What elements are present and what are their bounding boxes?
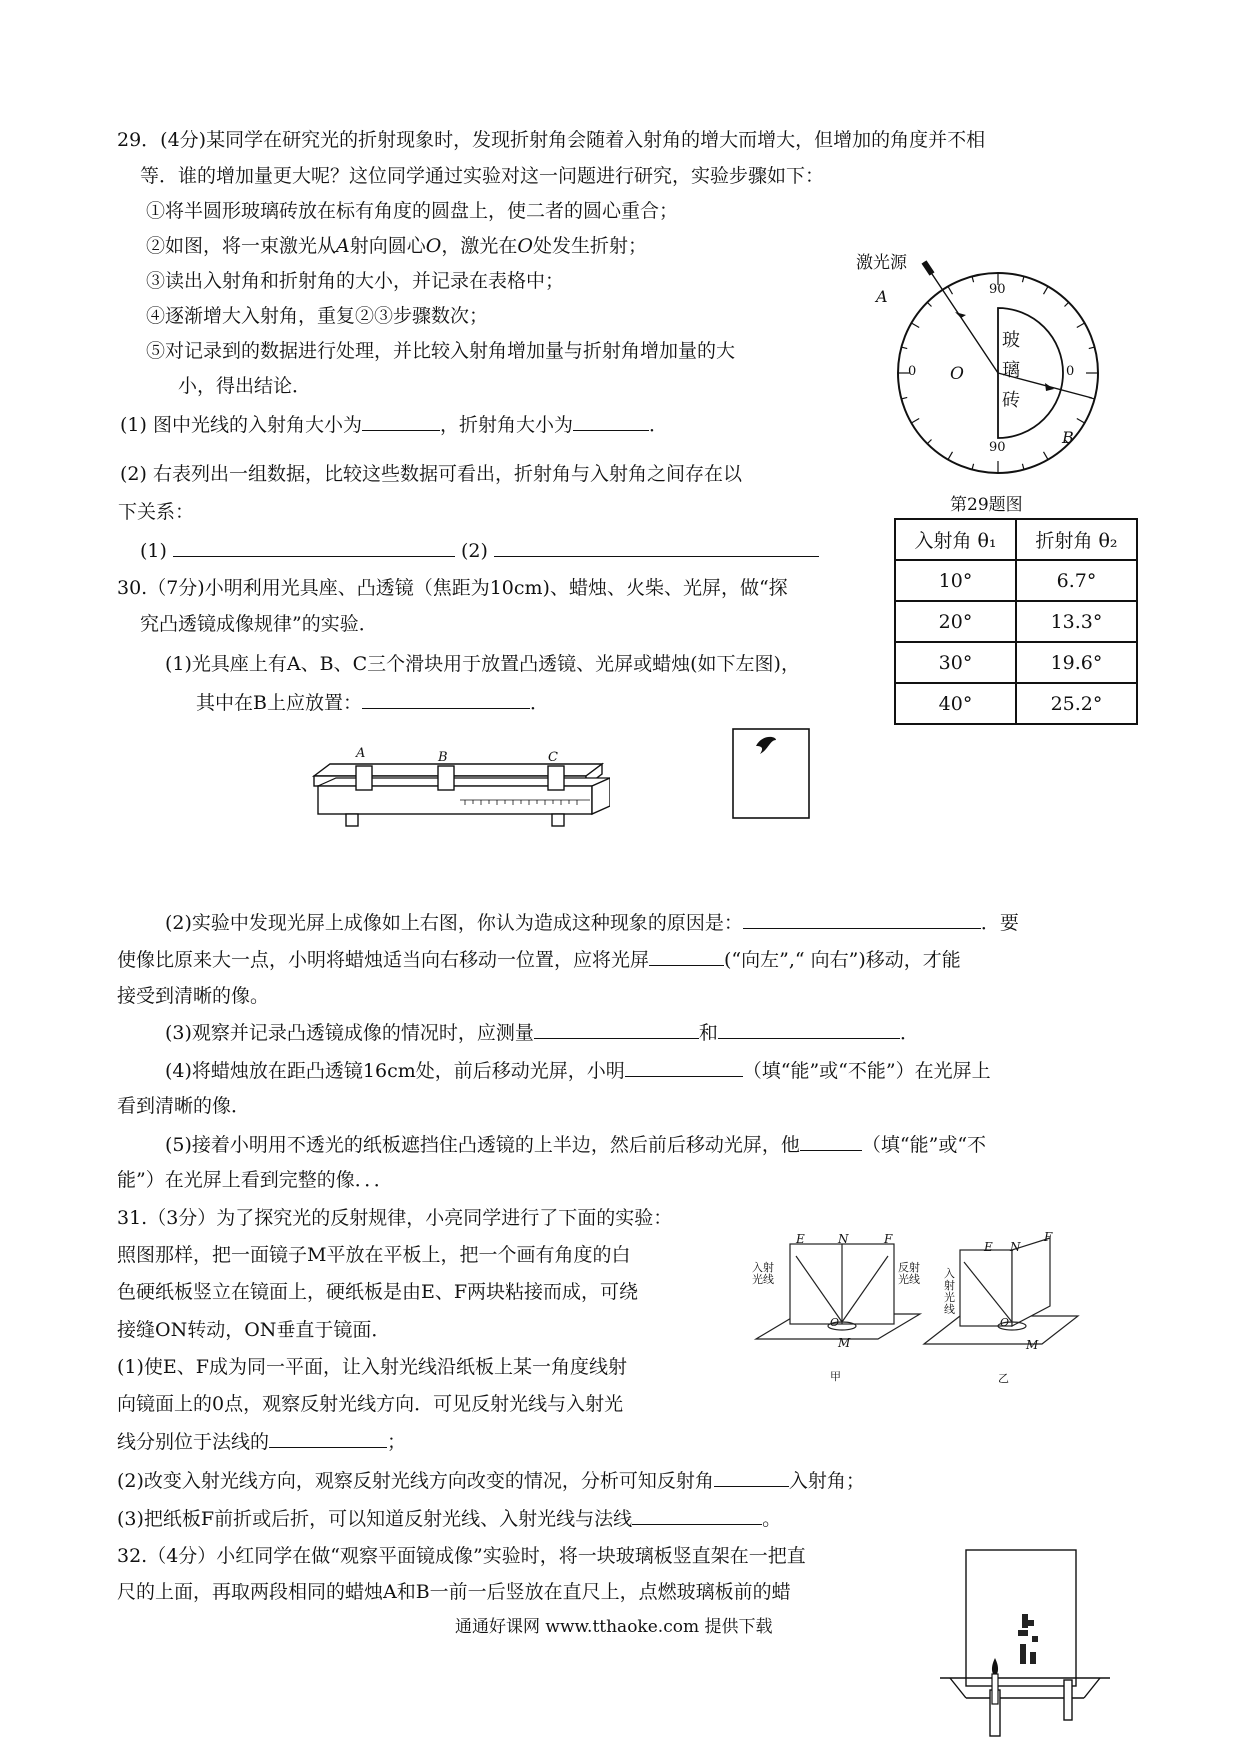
fig31b-label-E: E bbox=[984, 1240, 993, 1254]
q31-line3: 色硬纸板竖立在镜面上，硬纸板是由E、F两块粘接而成，可绕 bbox=[117, 1281, 639, 1303]
q29-part1 bbox=[120, 412, 668, 437]
fig31b-label-O: O bbox=[1000, 1316, 1010, 1329]
q30-part3-dot: ． bbox=[899, 1022, 919, 1044]
q31-part1-b: 向镜面上的0点，观察反射光线方向．可见反射光线与入射光 bbox=[117, 1393, 624, 1415]
fig31-label-O: O bbox=[830, 1316, 840, 1329]
table-cell: 25.2° bbox=[1016, 683, 1137, 724]
q30-direction-answer[interactable] bbox=[649, 947, 724, 966]
screen-image-figure bbox=[732, 728, 812, 820]
q29-step2-b: 射向圆心 bbox=[349, 235, 426, 257]
q29-answer-refraction[interactable] bbox=[573, 412, 649, 431]
fig31-reflected-label: 反射光线 bbox=[898, 1261, 920, 1286]
q29-part1-b: ，折射角大小为 bbox=[439, 414, 573, 436]
fig31-label-M: M bbox=[838, 1336, 851, 1350]
q30-part3 bbox=[165, 1020, 919, 1045]
q30-part4-a: (4)将蜡烛放在距凸透镜16cm处，前后移动光屏，小明 bbox=[165, 1060, 625, 1082]
q32-line2: 尺的上面，再取两段相同的蜡烛A和B一前一后竖放在直尺上，点燃玻璃板前的蜡 bbox=[117, 1581, 791, 1603]
fig29-tick-top: 90 bbox=[989, 282, 1006, 297]
q29-step2-O1: O bbox=[425, 235, 442, 257]
q30-part2-a-end: ．要 bbox=[980, 912, 1019, 934]
fig31b-label-N: N bbox=[1010, 1240, 1021, 1254]
q30-part4-b: （填“能”或“不能”）在光屏上 bbox=[742, 1060, 991, 1082]
q30-part3-a: (3)观察并记录凸透镜成像的情况时，应测量 bbox=[165, 1022, 534, 1044]
q29-part1-a: (1) 图中光线的入射角大小为 bbox=[120, 414, 362, 436]
fig31-caption-jia: 甲 bbox=[830, 1370, 841, 1383]
q30-part2-c: 接受到清晰的像。 bbox=[117, 985, 270, 1007]
q31-line4: 接缝ON转动，ON垂直于镜面． bbox=[117, 1319, 391, 1341]
q31-plane-answer[interactable] bbox=[632, 1506, 762, 1525]
optical-bench-figure bbox=[310, 748, 610, 833]
q30-measure-answer-2[interactable] bbox=[718, 1020, 900, 1039]
q30-part4 bbox=[165, 1058, 991, 1083]
q31-side-answer[interactable] bbox=[269, 1429, 387, 1448]
fig29-tick-left: 0 bbox=[908, 364, 917, 379]
bench-label-A: A bbox=[356, 746, 366, 761]
q29-step2-c: ，激光在 bbox=[441, 235, 518, 257]
table-header-incidence: 入射角 θ₁ bbox=[895, 519, 1016, 560]
q30-measure-answer-1[interactable] bbox=[534, 1020, 699, 1039]
q30-can-see-answer[interactable] bbox=[625, 1058, 743, 1077]
q31-part1-c-text: 线分别位于法线的 bbox=[117, 1431, 270, 1453]
q30-complete-image-answer[interactable] bbox=[800, 1132, 862, 1151]
footer-download-notice: 通通好课网 www.tthaoke.com 提供下载 bbox=[455, 1617, 773, 1637]
q29-part2-answers bbox=[140, 538, 819, 563]
q29-part2-label2: (2) bbox=[461, 540, 488, 562]
q29-step2-d: 处发生折射； bbox=[532, 235, 647, 257]
table-cell: 40° bbox=[895, 683, 1016, 724]
laser-source-label-text: 激光源 bbox=[856, 253, 907, 273]
fig29-glass-char1: 玻 bbox=[1002, 330, 1020, 351]
q30-line1: 30.（7分)小明利用光具座、凸透镜（焦距为10cm)、蜡烛、火柴、光屏，做“探 bbox=[117, 577, 788, 599]
fig29-label-A: A bbox=[876, 287, 888, 306]
q30-part2-b-text2: (“向左”,“ 向右”)移动，才能 bbox=[724, 949, 961, 971]
q29-step5-cont: 小，得出结论． bbox=[178, 375, 312, 397]
q29-part2-b: 下关系： bbox=[118, 501, 195, 523]
q30-part1-b-text: 其中在B上应放置： bbox=[196, 692, 362, 714]
q29-line2: 等．谁的增加量更大呢？这位同学通过实验对这一问题进行研究，实验步骤如下： bbox=[140, 165, 825, 187]
table-row bbox=[895, 560, 1137, 601]
q30-part5 bbox=[165, 1132, 986, 1157]
q30-part5-a: (5)接着小明用不透光的纸板遮挡住凸透镜的上半边，然后前后移动光屏，他 bbox=[165, 1134, 800, 1156]
fig31-label-F: F bbox=[884, 1232, 893, 1246]
fig29-glass-char3: 砖 bbox=[1002, 390, 1020, 411]
angle-data-table bbox=[894, 518, 1138, 725]
table-cell: 30° bbox=[895, 642, 1016, 683]
q30-slider-b-answer[interactable] bbox=[362, 690, 530, 709]
q29-step2 bbox=[146, 234, 647, 258]
q29-part2-a: (2) 右表列出一组数据，比较这些数据可看出，折射角与入射角之间存在以 bbox=[120, 463, 742, 485]
q30-part5-c: 能”）在光屏上看到完整的像．．． bbox=[117, 1169, 393, 1191]
table-row bbox=[895, 601, 1137, 642]
q31-part3-a: (3)把纸板F前折或后折，可以知道反射光线、入射光线与法线 bbox=[117, 1508, 633, 1530]
fig31b-label-M: M bbox=[1026, 1338, 1039, 1352]
q29-step2-A: A bbox=[336, 235, 350, 257]
fig29-tick-bottom: 90 bbox=[989, 440, 1006, 455]
table-cell: 6.7° bbox=[1016, 560, 1137, 601]
q29-step4: ④逐渐增大入射角，重复②③步骤数次； bbox=[146, 305, 489, 327]
fig31b-label-F: F bbox=[1044, 1230, 1053, 1244]
q31-line1: 31.（3分）为了探究光的反射规律，小亮同学进行了下面的实验： bbox=[117, 1207, 673, 1229]
q30-part1-a: (1)光具座上有A、B、C三个滑块用于放置凸透镜、光屏或蜡烛(如下左图)， bbox=[165, 653, 800, 675]
q30-part2-a bbox=[165, 910, 1019, 935]
q31-part2-a: (2)改变入射光线方向，观察反射光线方向改变的情况，分析可知反射角 bbox=[117, 1470, 714, 1492]
q31-angle-relation-answer[interactable] bbox=[714, 1468, 789, 1487]
bench-label-C: C bbox=[548, 750, 558, 765]
q30-part2-a-text: (2)实验中发现光屏上成像如上右图，你认为造成这种现象的原因是： bbox=[165, 912, 743, 934]
q29-step5: ⑤对记录到的数据进行处理，并比较入射角增加量与折射角增加量的大 bbox=[146, 340, 736, 362]
q29-line1: 29．(4分)某同学在研究光的折射现象时，发现折射角会随着入射角的增大而增大，但增加的角度并不相 bbox=[117, 129, 986, 151]
q31-part3 bbox=[117, 1506, 781, 1531]
q31-part2-b: 入射角； bbox=[788, 1470, 865, 1492]
q30-part1-dot: ． bbox=[529, 692, 549, 714]
q29-relation-answer-2[interactable] bbox=[494, 538, 819, 557]
q31-part1-c bbox=[117, 1429, 406, 1454]
fig29-label-B: B bbox=[1062, 428, 1074, 447]
q29-step3: ③读出入射角和折射角的大小，并记录在表格中； bbox=[146, 270, 565, 292]
plane-mirror-figure bbox=[940, 1540, 1110, 1740]
fig31-label-N: N bbox=[838, 1232, 849, 1246]
q30-part5-b: （填“能”或“不 bbox=[861, 1134, 987, 1156]
fig29-glass-char2: 璃 bbox=[1002, 360, 1020, 381]
q31-line2: 照图那样，把一面镜子M平放在平板上，把一个画有角度的白 bbox=[117, 1244, 631, 1266]
table-row bbox=[895, 642, 1137, 683]
q30-part1-b bbox=[196, 690, 549, 715]
q29-step1: ①将半圆形玻璃砖放在标有角度的圆盘上，使二者的圆心重合； bbox=[146, 200, 679, 222]
q29-part2-label1: (1) bbox=[140, 540, 167, 562]
q29-step2-a: ②如图，将一束激光从 bbox=[146, 235, 337, 257]
table-header-refraction: 折射角 θ₂ bbox=[1016, 519, 1137, 560]
table-cell: 19.6° bbox=[1016, 642, 1137, 683]
q30-part4-c: 看到清晰的像． bbox=[117, 1095, 251, 1117]
fig31-label-E: E bbox=[796, 1232, 805, 1246]
q30-part2-b-text1: 使像比原来大一点，小明将蜡烛适当向右移动一位置，应将光屏 bbox=[117, 949, 650, 971]
q29-part1-dot: ． bbox=[648, 414, 668, 436]
q30-reason-answer[interactable] bbox=[743, 910, 981, 929]
table-cell: 20° bbox=[895, 601, 1016, 642]
q29-step2-O2: O bbox=[517, 235, 533, 257]
q31-part3-b: 。 bbox=[762, 1508, 782, 1530]
table-row bbox=[895, 683, 1137, 724]
q31-part1-a: (1)使E、F成为同一平面，让入射光线沿纸板上某一角度线射 bbox=[117, 1356, 627, 1378]
fig29-caption: 第29题图 bbox=[950, 495, 1023, 515]
fig29-tick-right: 0 bbox=[1066, 364, 1075, 379]
q31-part1-d: ； bbox=[387, 1431, 407, 1453]
table-cell: 10° bbox=[895, 560, 1016, 601]
q30-part3-b: 和 bbox=[698, 1022, 718, 1044]
bench-label-B: B bbox=[438, 750, 448, 765]
q30-part2-b bbox=[117, 947, 961, 972]
fig29-label-O: O bbox=[950, 364, 964, 384]
fig31-caption-yi: 乙 bbox=[998, 1372, 1009, 1385]
q31-part2 bbox=[117, 1468, 865, 1493]
fig31b-incident-label: 入射光线 bbox=[944, 1267, 955, 1316]
q29-relation-answer-1[interactable] bbox=[173, 538, 455, 557]
q30-line2: 究凸透镜成像规律”的实验． bbox=[140, 613, 378, 635]
reflection-experiment-figure bbox=[748, 1234, 1100, 1386]
table-header-row bbox=[895, 519, 1137, 560]
q29-answer-incidence[interactable] bbox=[362, 412, 440, 431]
fig31-incident-label: 入射光线 bbox=[752, 1261, 774, 1286]
table-cell: 13.3° bbox=[1016, 601, 1137, 642]
q32-line1: 32.（4分）小红同学在做“观察平面镜成像”实验时，将一块玻璃板竖直架在一把直 bbox=[117, 1545, 806, 1567]
